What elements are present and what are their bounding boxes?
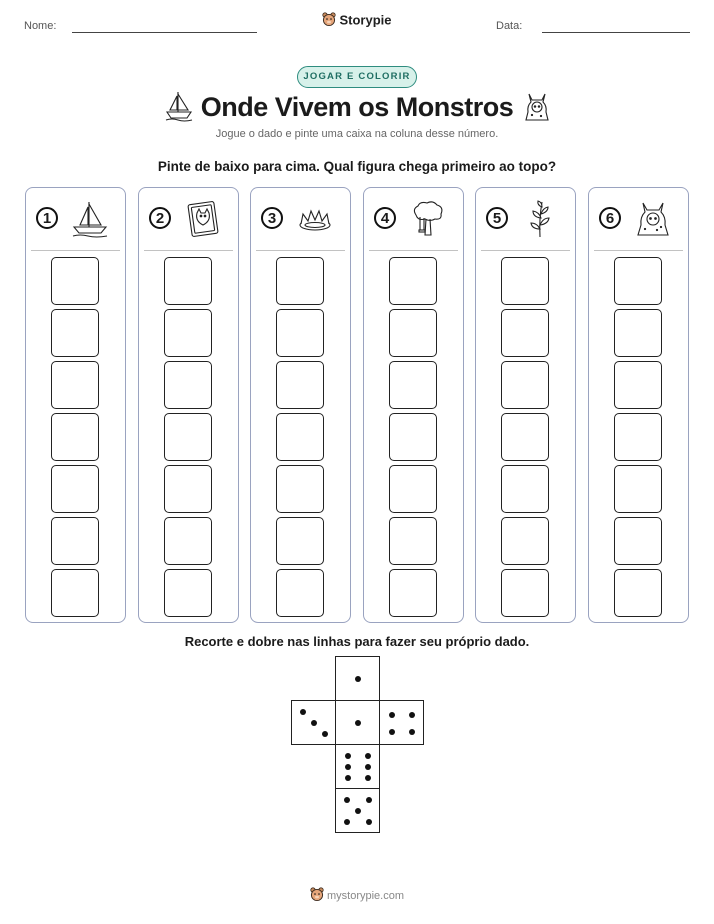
leafy-branch-icon [520, 199, 560, 239]
color-box[interactable] [51, 361, 99, 409]
die-pip [355, 808, 361, 814]
color-box[interactable] [276, 257, 324, 305]
instruction-text: Pinte de baixo para cima. Qual figura chega primeiro ao topo? [157, 159, 557, 174]
color-box[interactable] [389, 361, 437, 409]
footer-link[interactable]: mystorypie.com [326, 889, 405, 902]
brand-logo [0, 12, 714, 30]
column-5 [475, 187, 576, 623]
column-divider [31, 250, 120, 251]
color-box[interactable] [501, 257, 549, 305]
color-box[interactable] [501, 309, 549, 357]
column-3 [250, 187, 351, 623]
color-box[interactable] [164, 517, 212, 565]
die-pip [389, 712, 395, 718]
color-box[interactable] [614, 413, 662, 461]
color-box[interactable] [614, 309, 662, 357]
color-box[interactable] [614, 569, 662, 617]
color-box[interactable] [389, 517, 437, 565]
die-pip [355, 676, 361, 682]
date-label: Data: [496, 20, 523, 32]
color-box[interactable] [276, 569, 324, 617]
column-number: 1 [36, 207, 58, 229]
footer [0, 887, 714, 905]
die-face-4 [379, 700, 424, 745]
color-box[interactable] [389, 569, 437, 617]
color-box[interactable] [501, 465, 549, 513]
die-pip [311, 720, 317, 726]
die-face-1 [335, 656, 380, 701]
wolf-suit-boy-icon [521, 90, 553, 129]
die-pip [300, 709, 306, 715]
color-box[interactable] [501, 569, 549, 617]
color-box[interactable] [51, 413, 99, 461]
column-number: 2 [149, 207, 171, 229]
die-pip [365, 764, 371, 770]
column-6 [588, 187, 689, 623]
die-pip [345, 775, 351, 781]
activity-badge: JOGAR E COLORIR [297, 66, 417, 88]
color-box[interactable] [501, 361, 549, 409]
column-4 [363, 187, 464, 623]
die-pip [389, 729, 395, 735]
tree-swing-icon [408, 199, 448, 239]
column-divider [369, 250, 458, 251]
page-title: Onde Vivem os Monstros [200, 92, 514, 122]
color-box[interactable] [164, 257, 212, 305]
name-label: Nome: [24, 20, 57, 32]
column-2 [138, 187, 239, 623]
name-line [72, 32, 257, 33]
color-box[interactable] [164, 361, 212, 409]
die-pip [409, 729, 415, 735]
color-box[interactable] [51, 309, 99, 357]
sailboat-icon [70, 199, 110, 239]
color-box[interactable] [51, 517, 99, 565]
bear-icon [322, 12, 336, 30]
column-divider [144, 250, 233, 251]
color-box[interactable] [389, 309, 437, 357]
color-box[interactable] [276, 309, 324, 357]
color-box[interactable] [51, 465, 99, 513]
column-divider [594, 250, 683, 251]
color-box[interactable] [389, 257, 437, 305]
die-pip [365, 753, 371, 759]
brand-name: Storypie [339, 12, 392, 28]
color-box[interactable] [614, 361, 662, 409]
die-pip [355, 720, 361, 726]
color-box[interactable] [501, 413, 549, 461]
column-number: 4 [374, 207, 396, 229]
color-box[interactable] [164, 569, 212, 617]
die-face-1 [335, 700, 380, 745]
crown-icon [295, 199, 335, 239]
date-line [542, 32, 690, 33]
column-number: 6 [599, 207, 621, 229]
die-pip [345, 753, 351, 759]
die-pip [345, 764, 351, 770]
die-face-6 [335, 744, 380, 789]
color-box[interactable] [614, 257, 662, 305]
color-box[interactable] [614, 465, 662, 513]
color-box[interactable] [164, 465, 212, 513]
color-box[interactable] [276, 413, 324, 461]
color-box[interactable] [501, 517, 549, 565]
die-face-5 [335, 788, 380, 833]
die-pip [409, 712, 415, 718]
color-box[interactable] [164, 309, 212, 357]
subtitle: Jogue o dado e pinte uma caixa na coluna desse número. [215, 128, 499, 140]
die-pip [365, 775, 371, 781]
color-box[interactable] [614, 517, 662, 565]
wolf-suit-boy-icon [633, 199, 673, 239]
die-pip [322, 731, 328, 737]
storybook-icon [183, 199, 223, 239]
die-pip [366, 797, 372, 803]
color-box[interactable] [276, 361, 324, 409]
column-number: 5 [486, 207, 508, 229]
color-box[interactable] [51, 257, 99, 305]
cut-instruction: Recorte e dobre nas linhas para fazer seu próprio dado. [184, 634, 530, 649]
bear-icon [310, 887, 324, 905]
color-box[interactable] [276, 517, 324, 565]
column-1 [25, 187, 126, 623]
color-box[interactable] [276, 465, 324, 513]
color-box[interactable] [389, 413, 437, 461]
color-box[interactable] [51, 569, 99, 617]
die-pip [344, 819, 350, 825]
column-number: 3 [261, 207, 283, 229]
die-pip [344, 797, 350, 803]
die-pip [366, 819, 372, 825]
die-face-3 [291, 700, 336, 745]
column-divider [256, 250, 345, 251]
color-box[interactable] [389, 465, 437, 513]
column-divider [481, 250, 570, 251]
color-box[interactable] [164, 413, 212, 461]
